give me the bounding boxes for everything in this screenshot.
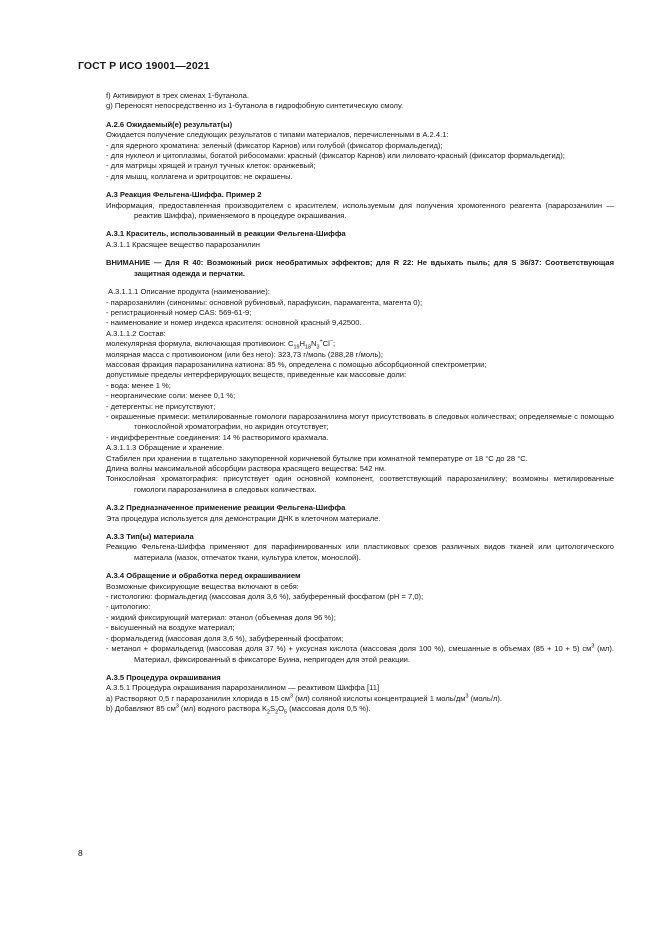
a3111: А.3.1.1.1 Описание продукта (наименование): (108, 287, 270, 297)
a32-text: Эта процедура используется для демонстрации ДНК в клеточном материале. (106, 513, 381, 523)
a351: А.3.5.1 Процедура окрашивания парарозанилином — реактивом Шиффа [11] (106, 683, 380, 693)
heading-a26: А.2.6 Ожидаемый(е) результат(ы) (106, 119, 233, 129)
heading-a32: А.3.2 Предназначенное применение реакции Фельгена-Шиффа (106, 503, 346, 513)
heading-a33: А.3.3 Тип(ы) материала (106, 532, 194, 542)
air-dried: - высушенный на воздухе материал; (106, 623, 235, 633)
a311: А.3.1.1 Красящее вещество парарозанилин (106, 239, 260, 249)
water: - вода: менее 1 %; (106, 380, 171, 390)
step-f: f) Активируют в трех сменах 1-бутанола. (106, 91, 250, 100)
storage: Стабилен при хранении в тщательно закупоренной коричневой бутылке при комнатной температуре от 18 °C до 28 °C. (106, 453, 528, 463)
histology: - гистологию: формальдегид (массовая доля 3,6 %), забуференный фосфатом (pH = 7,0); (106, 592, 424, 602)
wavelength: Длина волны максимальной абсорбции раствора красящего вещества: 542 нм. (106, 464, 387, 473)
synonyms: - парарозанилин (синонимы: основной рубиновый, парафуксин, парамагента, магента 0); (106, 297, 423, 307)
a26-item: - для ядерного хроматина: зеленый (фиксатор Карнов) или голубой (фиксатор формальдегид); (106, 140, 443, 150)
a33-text: Реакцию Фельгена-Шиффа применяют для парафинированных или пластиковых срезов различных видов тканей или цитологического материала (мазок, отпечаток ткани, культура клеток, монослой). (106, 542, 614, 562)
a34-intro: Возможные фиксирующие вещества включают в себя: (106, 581, 299, 591)
tlc: Тонкослойная хроматография: присутствует один основной компонент, соответствующий парарозанилину; возможны метилированные гомологи парарозанилина в следовых количествах. (106, 474, 614, 494)
document-body (106, 91, 614, 715)
step-b: b) Добавляют 85 $см^3$ (мл) водного раствора $K_2S_2O_5$ (массовая доля 0,5 %). (106, 703, 371, 716)
heading-a3: А.3 Реакция Фельгена-Шиффа. Пример 2 (106, 190, 262, 200)
a3113: А.3.1.1.3 Обращение и хранение. (106, 443, 225, 453)
a26-intro: Ожидается получение следующих результатов с типами материалов, перечисленными в А.2.4.1: (106, 130, 449, 140)
impurities: - окрашенные примеси: метилированные гомологи парарозанилина могут присутствовать в следовых количествах; определяемые с помощью тонкослойной хроматографии, но акридин отсутствует; (106, 411, 614, 432)
document-header: ГОСТ Р ИСО 19001—2021 (78, 60, 210, 72)
step-a: a) Растворяют 0,5 г парарозанилин хлорида в 15 $см^3$ (мл) соляной кислоты концентрацией 1 моль/$дм^3$ (моль/л). (106, 693, 502, 703)
heading-a31: А.3.1 Краситель, использованный в реакции Фельгена-Шиффа (106, 229, 346, 239)
methanol-mix: - метанол + формальдегид (массовая доля 37 %) + уксусная кислота (массовая доля 100 %), смешанные в объемах (85 + 10 + 5) $см^3$ (мл). Материал, фиксированный в фиксаторе Буина, непригоден для этой реакции. (106, 643, 614, 664)
a3112: А.3.1.1.2 Состав: (106, 328, 166, 338)
molecular-formula: молекулярная формула, включающая противоион: $C_{19}H_{18}N_3^+Cl^-$; (106, 338, 336, 351)
salts: - неорганические соли: менее 0,1 %; (106, 391, 236, 401)
a26-item: - для нуклеол и цитоплазмы, богатой рибосомами: красный (фиксатор Карнов) или лиловато-красный (фиксатор формальдегид); (106, 151, 565, 161)
warning-text: ВНИМАНИЕ — Для R 40: Возможный риск необратимых эффектов; для R 22: Не вдыхать пыль; для S 36/37: Соответствующая защитная одежда и перчатки. (106, 258, 614, 278)
detergents: - детергенты: не присутствуют; (106, 401, 216, 411)
page-number: 8 (78, 848, 83, 858)
molar-mass: молярная масса с противоионом (или без него): 323,73 г/моль (288,28 г/моль); (106, 349, 383, 359)
heading-a34: А.3.4 Обращение и обработка перед окрашиванием (106, 571, 301, 581)
cas-number: - регистрационный номер CAS: 569-61-9; (106, 307, 252, 317)
liquid-fixative: - жидкий фиксирующий материал: этанол (объемная доля 96 %); (106, 612, 336, 622)
limits: допустимые пределы интерферирующих веществ, приведенные как массовые доли: (106, 370, 407, 380)
heading-a35: А.3.5 Процедура окрашивания (106, 672, 221, 682)
ci-index: - наименование и номер индекса красителя: основной красный 9,42500. (106, 318, 362, 328)
formaldehyde: - формальдегид (массовая доля 3,6 %), забуференный фосфатом; (106, 633, 344, 643)
cytology: - цитологию: (106, 602, 151, 612)
a26-item: - для матрицы хрящей и гранул тучных клеток: оранжевый; (106, 161, 316, 171)
mass-fraction: массовая фракция парарозанилина катиона: 85 %, определена с помощью абсорбционной спектрометрии; (106, 359, 487, 369)
indifferent: - индифферентные соединения: 14 % растворимого крахмала. (106, 432, 329, 442)
a3-text: Информация, предоставленная производителем с красителем, используемым для получения хромогенного реагента (парарозанилин — реактив Шиффа), применяемого в процедуре окрашивания. (106, 200, 614, 221)
a26-item: - для мышц, коллагена и эритроцитов: не окрашены. (106, 171, 293, 181)
step-g: g) Переносят непосредственно из 1-бутанола в гидрофобную синтетическую смолу. (106, 101, 404, 111)
